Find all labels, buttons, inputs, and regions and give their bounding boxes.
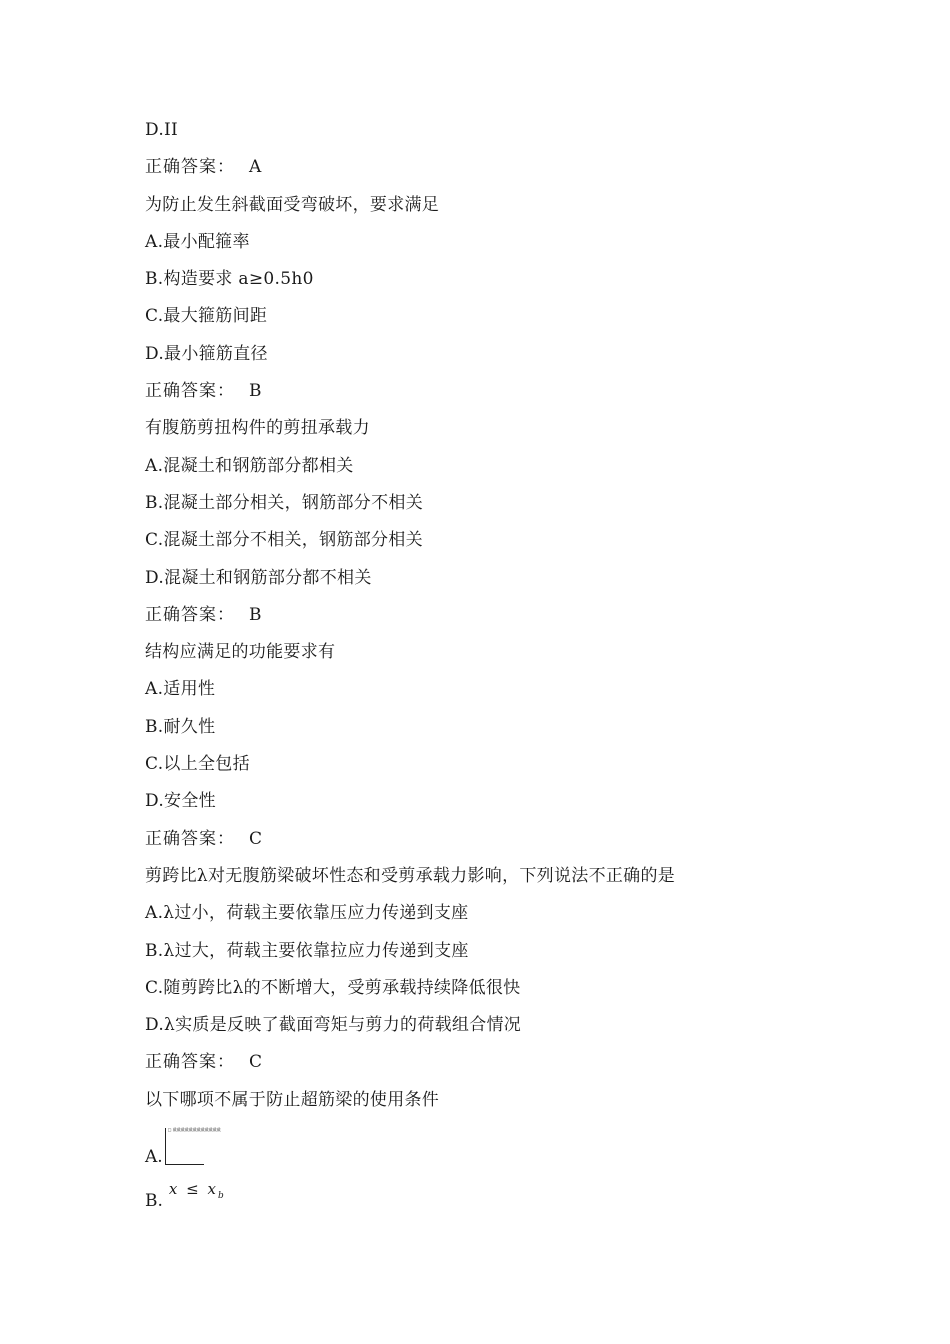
- answer-line: [145, 1044, 845, 1081]
- option-line: D.安全性: [145, 791, 216, 812]
- answer-value: B: [249, 604, 262, 625]
- answer-label: 正确答案：: [145, 381, 235, 402]
- option-label: A.: [145, 1147, 163, 1168]
- question-text: 有腹筋剪扭构件的剪扭承载力: [145, 418, 370, 439]
- option-line: A.最小配箍率: [145, 231, 250, 252]
- question-list: [145, 112, 845, 1211]
- option-line: D.λ实质是反映了截面弯矩与剪力的荷载组合情况: [145, 1015, 522, 1036]
- question-text: 为防止发生斜截面受弯破坏，要求满足: [145, 194, 440, 215]
- answer-value: C: [249, 828, 263, 849]
- answer-label: 正确答案：: [145, 828, 235, 849]
- option-line: C.最大箍筋间距: [145, 306, 268, 327]
- question-text: 结构应满足的功能要求有: [145, 642, 336, 663]
- option-line: A.λ过小，荷载主要依靠压应力传递到支座: [145, 903, 469, 924]
- answer-line: [145, 821, 845, 858]
- option-line: A.混凝土和钢筋部分都相关: [145, 455, 354, 476]
- formula-main: x ≤ x: [168, 1180, 218, 1199]
- answer-label: 正确答案：: [145, 157, 235, 178]
- answer-line: [145, 373, 845, 410]
- option-line: D.混凝土和钢筋部分都不相关: [145, 567, 372, 588]
- option-line: B.构造要求 a≥0.5h0: [145, 269, 314, 290]
- option-a-image-line: [145, 1121, 845, 1171]
- option-line: D.II: [145, 120, 179, 140]
- option-line: B.λ过大，荷载主要依靠拉应力传递到支座: [145, 940, 469, 961]
- option-line: D.最小箍筋直径: [145, 343, 268, 364]
- answer-label: 正确答案：: [145, 604, 235, 625]
- option-line: C.混凝土部分不相关，钢筋部分相关: [145, 530, 423, 551]
- answer-value: C: [249, 1052, 263, 1073]
- image-tiny-text: □ 截截截截截截截截截截截截: [167, 1127, 221, 1133]
- option-line: B.混凝土部分相关，钢筋部分不相关: [145, 492, 423, 513]
- option-line: B.耐久性: [145, 716, 216, 737]
- embedded-image-placeholder: [165, 1127, 221, 1165]
- formula-subscript: b: [217, 1191, 226, 1202]
- question-text: 以下哪项不属于防止超筋梁的使用条件: [145, 1089, 440, 1110]
- option-b-formula-line: [145, 1171, 845, 1211]
- option-line: A.适用性: [145, 679, 216, 700]
- option-line: C.随剪跨比λ的不断增大，受剪承载持续降低很快: [145, 977, 521, 998]
- answer-value: B: [249, 381, 262, 402]
- answer-value: A: [249, 157, 262, 178]
- question-text: 剪跨比λ对无腹筋梁破坏性态和受剪承载力影响，下列说法不正确的是: [145, 865, 676, 886]
- formula: [169, 1180, 226, 1201]
- answer-label: 正确答案：: [145, 1052, 235, 1073]
- answer-line: [145, 597, 845, 634]
- option-line: C.以上全包括: [145, 754, 250, 775]
- option-label: B.: [145, 1191, 163, 1212]
- answer-line: [145, 149, 845, 186]
